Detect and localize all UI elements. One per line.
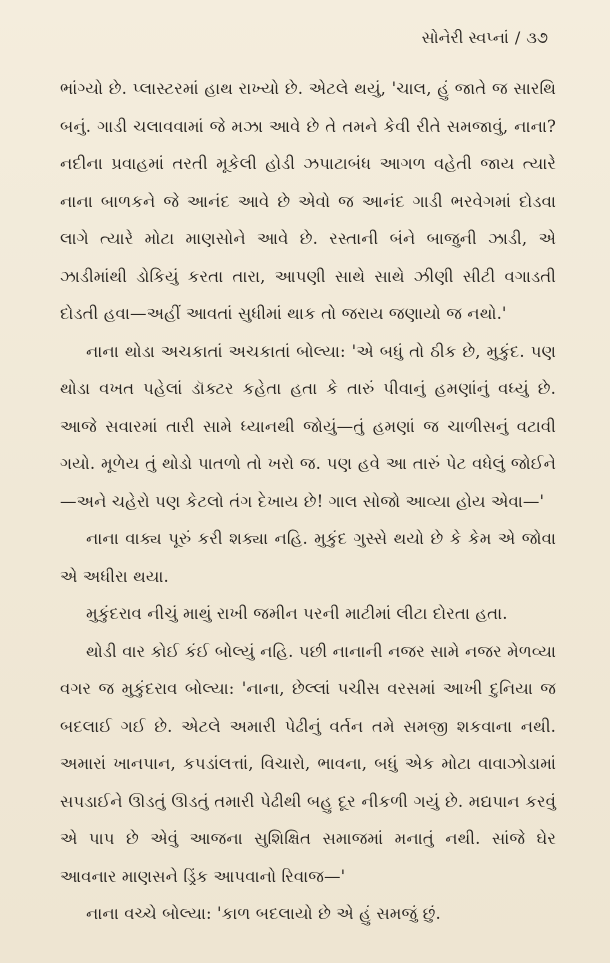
page-header: [422, 28, 548, 48]
paragraph: નાના વચ્ચે બોલ્યા: 'કાળ બદલાયો છે એ હું સમજું છું.: [86, 904, 441, 923]
page-number: ૩૭: [526, 28, 548, 47]
paragraph: થોડી વાર કોઈ કંઈ બોલ્યું નહિ. પછી નાનાની નજર સામે નજર મેળવ્યા વગર જ મુકુંદરાવ બોલ્યા: 'નાના, છેલ્લાં પચીસ વરસમાં આખી દુનિયા જ બદલાઈ ગઈ છે. એટલે અમારી પેઢીનું વર્તન તમે સમજી શકવાના નથી. અમારાં ખાનપાન, કપડાંલત્તાં, વિચારો, ભાવના, બધું એક મોટા વાવાઝોડામાં સપડાઈને ઊડતું ઊડતું તમારી પેઢીથી બહુ દૂર નીકળી ગયું છે. મદ્યપાન કરવું એ પાપ છે એવું આજના સુશિક્ષિત સમાજમાં મનાતું નથી. સાંજે ઘેર આવનાર માણસને ડ્રિંક આપવાનો રિવાજ—': [60, 641, 556, 886]
running-title: સોનેરી સ્વપ્નાં: [421, 28, 509, 47]
body-text: [60, 70, 556, 933]
paragraph: ભાંગ્યો છે. પ્લાસ્ટરમાં હાથ રાખ્યો છે. એટલે થયું, 'ચાલ, હું જાતે જ સારથિ બનું. ગાડી ચલાવવામાં જે મઝા આવે છે તે તમને કેવી રીતે સમજાવું, નાના? નદીના પ્રવાહમાં તરતી મૂકેલી હોડી ઝપાટાબંધ આગળ વહેતી જાય ત્યારે નાના બાળકને જે આનંદ આવે છે એવો જ આનંદ ગાડી ભરવેગમાં દોડવા લાગે ત્યારે મોટા માણસોને આવે છે. રસ્તાની બંને બાજુની ઝાડી, એ ઝાડીમાંથી ડોકિયું કરતા તારા, આપણી સાથે સાથે ઝીણી સીટી વગાડતી દોડતી હવા—અહીં આવતાં સુધીમાં થાક તો જરાય જણાયો જ નથો.': [60, 79, 556, 323]
paragraph: મુકુંદરાવ નીચું માથું રાખી જમીન પરની માટીમાં લીટા દોરતા હતા.: [86, 604, 508, 623]
paragraph: નાના થોડા અચકાતાં અચકાતાં બોલ્યા: 'એ બધું તો ઠીક છે, મુકુંદ. પણ થોડા વખત પહેલાં ડૉક્ટર કહેતા હતા કે તારું પીવાનું હમણાંનું વધ્યું છે. આજે સવારમાં તારી સામે ધ્યાનથી જોયું—તું હમણાં જ ચાળીસનું વટાવી ગયો. મૂળેય તું થોડો પાતળો તો ખરો જ. પણ હવે આ તારું પેટ વધેલું જોઈને—અને ચહેરો પણ કેટલો તંગ દેખાય છે! ગાલ સોજો આવ્યા હોય એવા—': [60, 341, 556, 511]
paragraph: નાના વાક્ય પૂરું કરી શક્યા નહિ. મુકુંદ ગુસ્સે થયો છે કે કેમ એ જોવા એ અધીરા થયા.: [60, 529, 556, 586]
header-separator: /: [514, 28, 521, 47]
